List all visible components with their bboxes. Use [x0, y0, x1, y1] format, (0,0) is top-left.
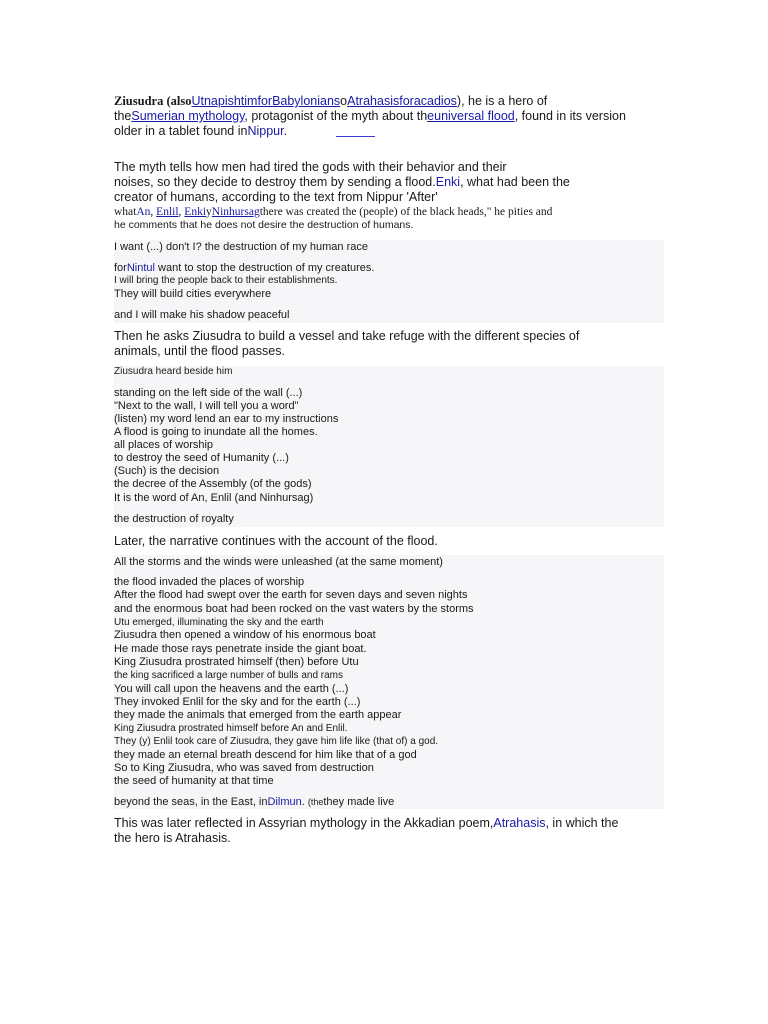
link-atrahasis-1[interactable]: Atrahasis [347, 94, 400, 108]
text-o: o [340, 94, 348, 108]
quote-1-line-3: I will bring the people back to their establishments. [114, 275, 338, 286]
quote-1-line-4: They will build cities everywhere [114, 288, 272, 300]
quote-1-line-2-tail: want to stop the destruction of my creatures. [154, 262, 375, 274]
quote-2-line-1: Ziusudra heard beside him [114, 366, 233, 377]
text-for-2: for [399, 94, 414, 108]
myth-line-4 [114, 205, 644, 219]
quote-1-line-2 [114, 262, 374, 274]
quote-2-line-3: "Next to the wall, I will tell you a word" [114, 400, 299, 412]
quote-3-line-8: King Ziusudra prostrated himself (then) before Utu [114, 656, 359, 668]
quote-3-line-1: All the storms and the winds were unleashed (at the same moment) [114, 556, 443, 568]
myth-line-5: he comments that he does not desire the destruction of humans. [114, 219, 414, 231]
quote-3-line-12: they made the animals that emerged from the earth appear [114, 709, 402, 721]
intro-line-1 [114, 94, 644, 109]
quote-3-line-16: So to King Ziusudra, who was saved from destruction [114, 762, 374, 774]
link-dilmun[interactable]: Dilmun [267, 796, 302, 808]
quote-1-line-5: and I will make his shadow peaceful [114, 309, 290, 321]
link-enki[interactable]: Enki [435, 175, 461, 189]
quote-2-line-2: standing on the left side of the wall (...) [114, 387, 303, 399]
text-for-3: for [114, 262, 127, 274]
quote-3-line-13: King Ziusudra prostrated himself before An and Enlil. [114, 723, 348, 734]
vessel-line-1: Then he asks Ziusudra to build a vessel and take refuge with the different species of [114, 329, 580, 343]
intro-paragraph [114, 94, 644, 139]
assyrian-line-2: the hero is Atrahasis. [114, 831, 231, 845]
vessel-paragraph [114, 329, 644, 359]
quote-3-line-17: the seed of humanity at that time [114, 775, 274, 787]
quote-3-line-14: They (y) Enlil took care of Ziusudra, they gave him life like (that of) a god. [114, 736, 439, 747]
quote-2-line-10: It is the word of An, Enlil (and Ninhursag) [114, 492, 314, 504]
narrative-line-1: Later, the narrative continues with the account of the flood. [114, 534, 438, 548]
intro-line-3-text: older in a tablet found in [114, 124, 248, 138]
vessel-line-2: animals, until the flood passes. [114, 344, 285, 358]
myth-line-2 [114, 175, 644, 190]
quote-2-line-8: (Such) is the decision [114, 465, 220, 477]
intro-line-1-tail: ), he is a hero of [456, 94, 548, 108]
link-nippur[interactable]: Nippur [247, 124, 284, 138]
quote-2-line-6: all places of worship [114, 439, 214, 451]
myth-line-2-tail: , what had been the [460, 175, 570, 189]
quote-1-line-1: I want (...) don't I? the destruction of my human race [114, 241, 368, 253]
link-enki-2[interactable]: Enki [184, 206, 207, 218]
period-space: . [301, 796, 308, 808]
quote-3-line-2: the flood invaded the places of worship [114, 576, 305, 588]
intro-line-2-mid: , protagonist of the myth about [244, 109, 417, 123]
quote-3-line-18-tail: they made live [323, 796, 395, 808]
link-utnapishtim[interactable]: Utnapishtim [191, 94, 258, 108]
assyrian-line-1-tail: , in which the [545, 816, 619, 830]
text-the: the [114, 109, 132, 123]
intro-line-3-period: . [283, 124, 288, 138]
intro-bold-term: Ziusudra (also [114, 94, 192, 108]
myth-paragraph [114, 160, 644, 232]
quote-3-line-7: He made those rays penetrate inside the giant boat. [114, 643, 367, 655]
comma-1: , [150, 206, 157, 218]
intro-line-2 [114, 109, 644, 124]
quote-2-line-7: to destroy the seed of Humanity (...) [114, 452, 289, 464]
quote-3-line-10: You will call upon the heavens and the earth (...) [114, 683, 349, 695]
myth-line-1: The myth tells how men had tired the gods with their behavior and their [114, 160, 507, 174]
intro-line-2-tail: , found in its version [514, 109, 626, 123]
text-for: for [257, 94, 273, 108]
link-enlil[interactable]: Enlil [156, 206, 179, 218]
quote-3-line-11: They invoked Enlil for the sky and for the earth (...) [114, 696, 361, 708]
link-ninhursag[interactable]: Ninhursag [211, 206, 260, 218]
quote-block-2 [114, 366, 664, 527]
text-what: what [114, 206, 137, 218]
quote-3-line-15: they made an eternal breath descend for him like that of a god [114, 749, 417, 761]
quote-3-line-6: Ziusudra then opened a window of his enormous boat [114, 629, 376, 641]
link-babylonians[interactable]: Babylonians [272, 94, 341, 108]
link-atrahasis-2[interactable]: Atrahasis [493, 816, 546, 830]
comma-2: , [178, 206, 185, 218]
myth-line-2-text: noises, so they decide to destroy them by sending a flood. [114, 175, 436, 189]
text-th: th [416, 109, 428, 123]
quote-block-1 [114, 240, 664, 323]
myth-line-3: creator of humans, according to the text from Nippur 'After' [114, 190, 438, 204]
intro-line-3 [114, 124, 644, 139]
empty-link-underline[interactable] [336, 136, 375, 137]
link-acadios[interactable]: acadios [413, 94, 457, 108]
link-universal-flood[interactable]: euniversal flood [427, 109, 515, 123]
quote-2-line-5: A flood is going to inundate all the homes. [114, 426, 318, 438]
assyrian-paragraph [114, 816, 644, 846]
link-sumerian-mythology[interactable]: Sumerian mythology [131, 109, 245, 123]
quote-block-3 [114, 555, 664, 809]
quote-3-line-5: Utu emerged, illuminating the sky and the earth [114, 617, 324, 628]
myth-line-4-tail: there was created the (people) of the black heads," he pities and [259, 206, 553, 218]
link-an[interactable]: An [136, 206, 151, 218]
assyrian-line-1-text: This was later reflected in Assyrian mythology in the Akkadian poem, [114, 816, 494, 830]
quote-3-line-3: After the flood had swept over the earth for seven days and seven nights [114, 589, 468, 601]
quote-3-line-18 [114, 796, 394, 808]
assyrian-line-1 [114, 816, 644, 831]
text-the-small: (the [307, 797, 324, 807]
quote-3-line-9: the king sacrificed a large number of bulls and rams [114, 670, 344, 681]
quote-2-line-9: the decree of the Assembly (of the gods) [114, 478, 312, 490]
quote-3-line-18-text: beyond the seas, in the East, in [114, 796, 268, 808]
quote-2-line-11: the destruction of royalty [114, 513, 234, 525]
text-y: y [206, 206, 212, 218]
quote-3-line-4: and the enormous boat had been rocked on the vast waters by the storms [114, 603, 474, 615]
quote-2-line-4: (listen) my word lend an ear to my instructions [114, 413, 339, 425]
narrative-paragraph [114, 534, 644, 549]
link-nintul[interactable]: Nintul [126, 262, 155, 274]
